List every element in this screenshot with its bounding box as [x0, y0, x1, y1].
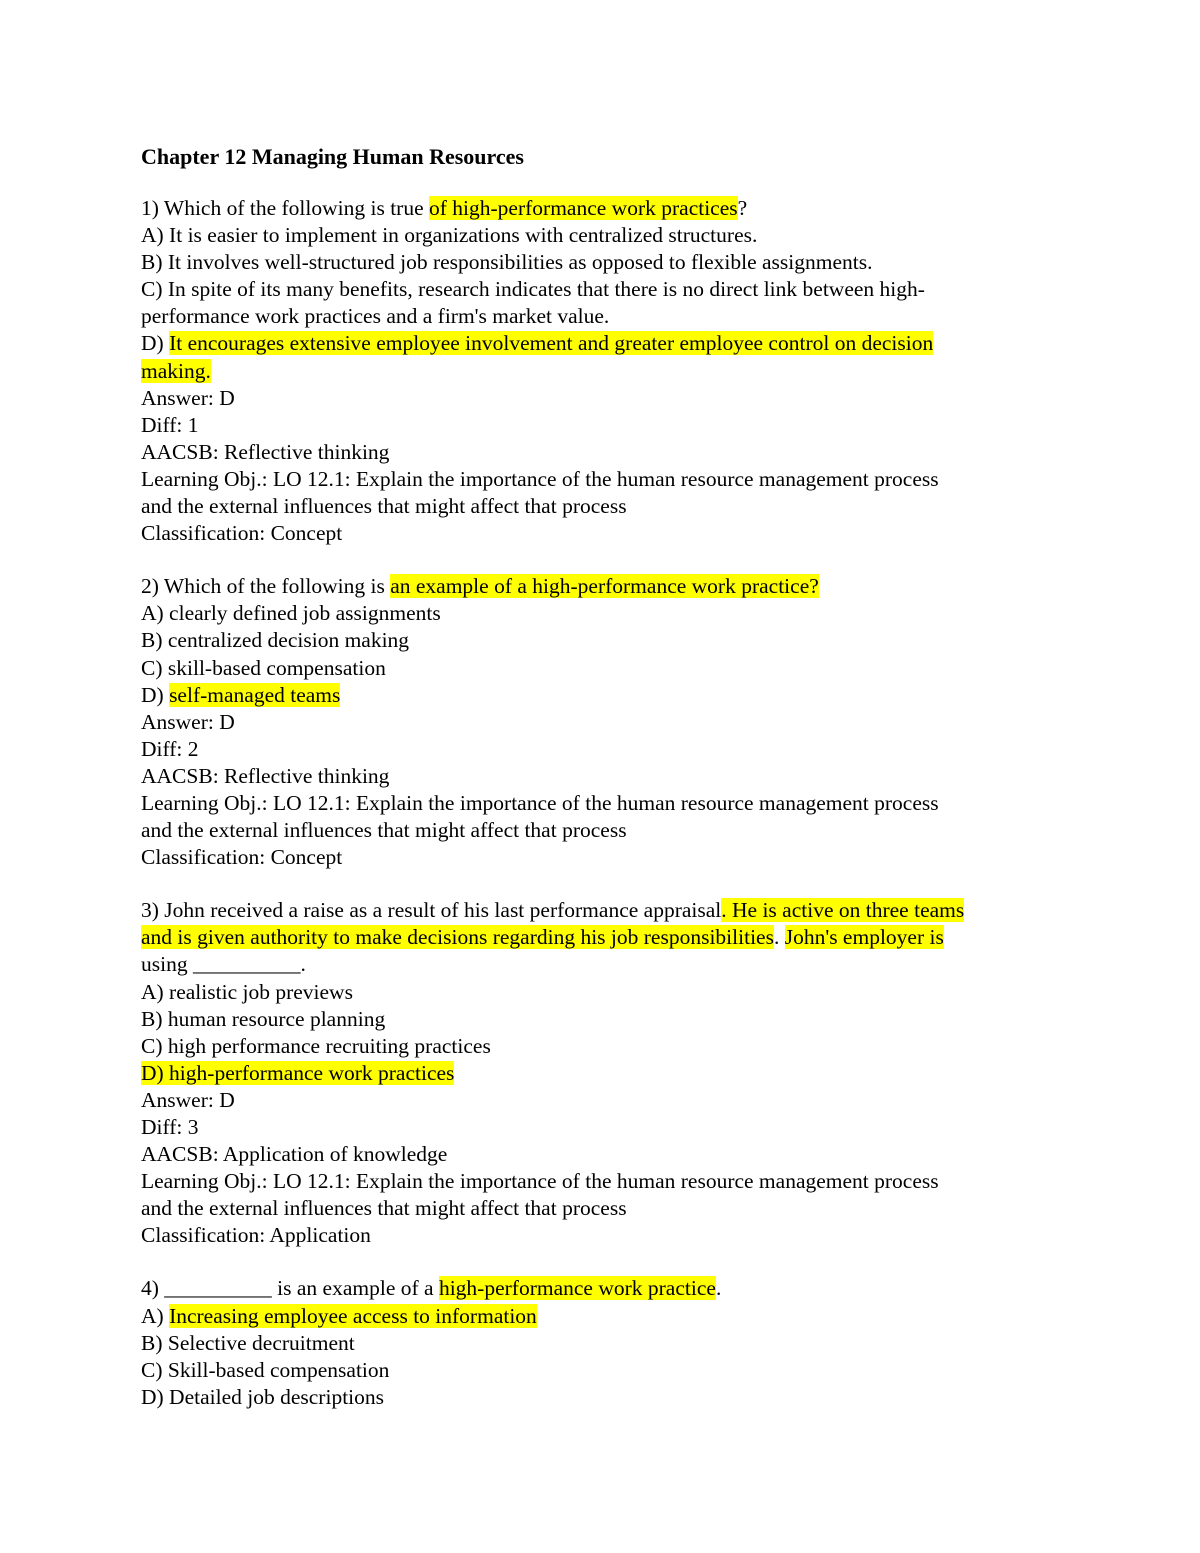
text-segment: Answer: D — [141, 385, 235, 410]
chapter-title: Chapter 12 Managing Human Resources — [141, 144, 524, 169]
text-segment: ? — [737, 196, 748, 220]
highlighted-text: of high-performance work practices — [429, 196, 738, 220]
text-segment: Answer: D — [141, 1087, 235, 1112]
text-line — [141, 1303, 1061, 1330]
text-line — [141, 1114, 1061, 1141]
text-line — [141, 1168, 1061, 1195]
text-segment: A) It is easier to implement in organizations with centralized structures. — [141, 223, 758, 248]
text-segment: 2) Which of the following is — [141, 574, 391, 599]
text-line — [141, 520, 1061, 547]
text-line — [141, 1275, 1061, 1302]
text-segment: C) skill-based compensation — [141, 655, 386, 680]
text-segment: C) high performance recruiting practices — [141, 1033, 491, 1058]
text-line — [141, 1195, 1061, 1222]
text-segment: A) clearly defined job assignments — [141, 601, 441, 626]
text-line — [141, 1222, 1061, 1249]
text-line — [141, 736, 1061, 763]
text-line — [141, 709, 1061, 736]
text-segment: AACSB: Reflective thinking — [141, 763, 390, 788]
question-block — [141, 1275, 1061, 1410]
highlighted-text: making. — [141, 358, 211, 383]
text-line — [141, 1060, 1061, 1087]
text-line — [141, 627, 1061, 654]
text-segment: Diff: 1 — [141, 412, 199, 437]
text-segment: Classification: Concept — [141, 521, 343, 546]
text-line — [141, 222, 1061, 249]
text-segment: A) — [141, 1303, 170, 1328]
question-block — [141, 897, 1061, 1249]
text-segment: 4) __________ is an example of a — [141, 1276, 439, 1301]
highlighted-text: self-managed teams — [169, 682, 341, 707]
text-segment: D) — [141, 682, 170, 707]
text-segment: Classification: Concept — [141, 845, 343, 870]
text-segment: D) Detailed job descriptions — [141, 1384, 385, 1409]
text-line — [141, 1384, 1061, 1411]
question-block — [141, 573, 1061, 871]
text-line — [141, 1006, 1061, 1033]
text-segment: A) realistic job previews — [141, 979, 353, 1004]
highlighted-text: It encourages extensive employee involvement and greater employee control on decision — [169, 331, 934, 356]
text-segment: . — [715, 1276, 722, 1301]
text-line — [141, 844, 1061, 871]
text-segment: performance work practices and a firm's market value. — [141, 304, 610, 329]
text-segment: Learning Obj.: LO 12.1: Explain the importance of the human resource management process — [141, 466, 939, 491]
highlighted-text: . He is active on three teams — [721, 898, 965, 923]
text-segment: D) — [141, 331, 170, 356]
text-line — [141, 897, 1061, 924]
text-line — [141, 817, 1061, 844]
text-segment: C) Skill-based compensation — [141, 1357, 390, 1382]
text-line — [141, 1330, 1061, 1357]
highlighted-text: high-performance work practice — [438, 1276, 716, 1301]
text-line — [141, 600, 1061, 627]
text-segment: Diff: 2 — [141, 736, 199, 761]
text-line — [141, 493, 1061, 520]
text-segment: Answer: D — [141, 709, 235, 734]
highlighted-text: John's employer is — [784, 925, 944, 950]
text-segment: B) centralized decision making — [141, 628, 410, 653]
text-line — [141, 790, 1061, 817]
text-line — [141, 330, 1061, 357]
text-line — [141, 1141, 1061, 1168]
text-segment: and the external influences that might affect that process — [141, 494, 627, 519]
text-line — [141, 1033, 1061, 1060]
text-line — [141, 763, 1061, 790]
text-line — [141, 1357, 1061, 1384]
text-segment: Learning Obj.: LO 12.1: Explain the importance of the human resource management process — [141, 790, 939, 815]
text-segment: 3) John received a raise as a result of his last performance appraisal — [141, 898, 722, 923]
text-segment: and the external influences that might affect that process — [141, 1196, 627, 1221]
text-segment: AACSB: Reflective thinking — [141, 439, 390, 464]
text-line — [141, 412, 1061, 439]
text-line — [141, 249, 1061, 276]
text-segment: Classification: Application — [141, 1223, 371, 1248]
text-line — [141, 951, 1061, 978]
text-segment: B) It involves well-structured job responsibilities as opposed to flexible assignments. — [141, 250, 873, 275]
text-line — [141, 655, 1061, 682]
text-segment: Learning Obj.: LO 12.1: Explain the importance of the human resource management process — [141, 1169, 939, 1194]
text-segment: 1) Which of the following is true — [141, 196, 430, 220]
text-line — [141, 682, 1061, 709]
text-line — [141, 573, 1061, 600]
text-segment: and the external influences that might affect that process — [141, 818, 627, 843]
question-list — [141, 195, 1061, 1411]
highlighted-text: D) high-performance work practices — [141, 1060, 455, 1085]
text-line — [141, 358, 1061, 385]
text-segment: Diff: 3 — [141, 1115, 199, 1139]
text-line — [141, 385, 1061, 412]
text-line — [141, 1087, 1061, 1114]
text-segment: B) human resource planning — [141, 1006, 386, 1031]
text-line — [141, 466, 1061, 493]
highlighted-text: and is given authority to make decisions regarding his job responsibilities — [141, 925, 774, 950]
highlighted-text: an example of a high-performance work practice? — [390, 574, 819, 599]
text-line — [141, 195, 1061, 222]
text-segment: . — [773, 925, 785, 950]
text-segment: C) In spite of its many benefits, research indicates that there is no direct link between high- — [141, 277, 925, 302]
text-line — [141, 979, 1061, 1006]
text-line — [141, 276, 1061, 303]
text-line — [141, 439, 1061, 466]
text-segment: using __________. — [141, 952, 306, 977]
highlighted-text: Increasing employee access to information — [169, 1303, 537, 1328]
text-segment: AACSB: Application of knowledge — [141, 1142, 448, 1167]
document-content — [141, 143, 1061, 1437]
text-line — [141, 924, 1061, 951]
text-line — [141, 303, 1061, 330]
question-block — [141, 195, 1061, 547]
text-segment: B) Selective decruitment — [141, 1330, 355, 1355]
